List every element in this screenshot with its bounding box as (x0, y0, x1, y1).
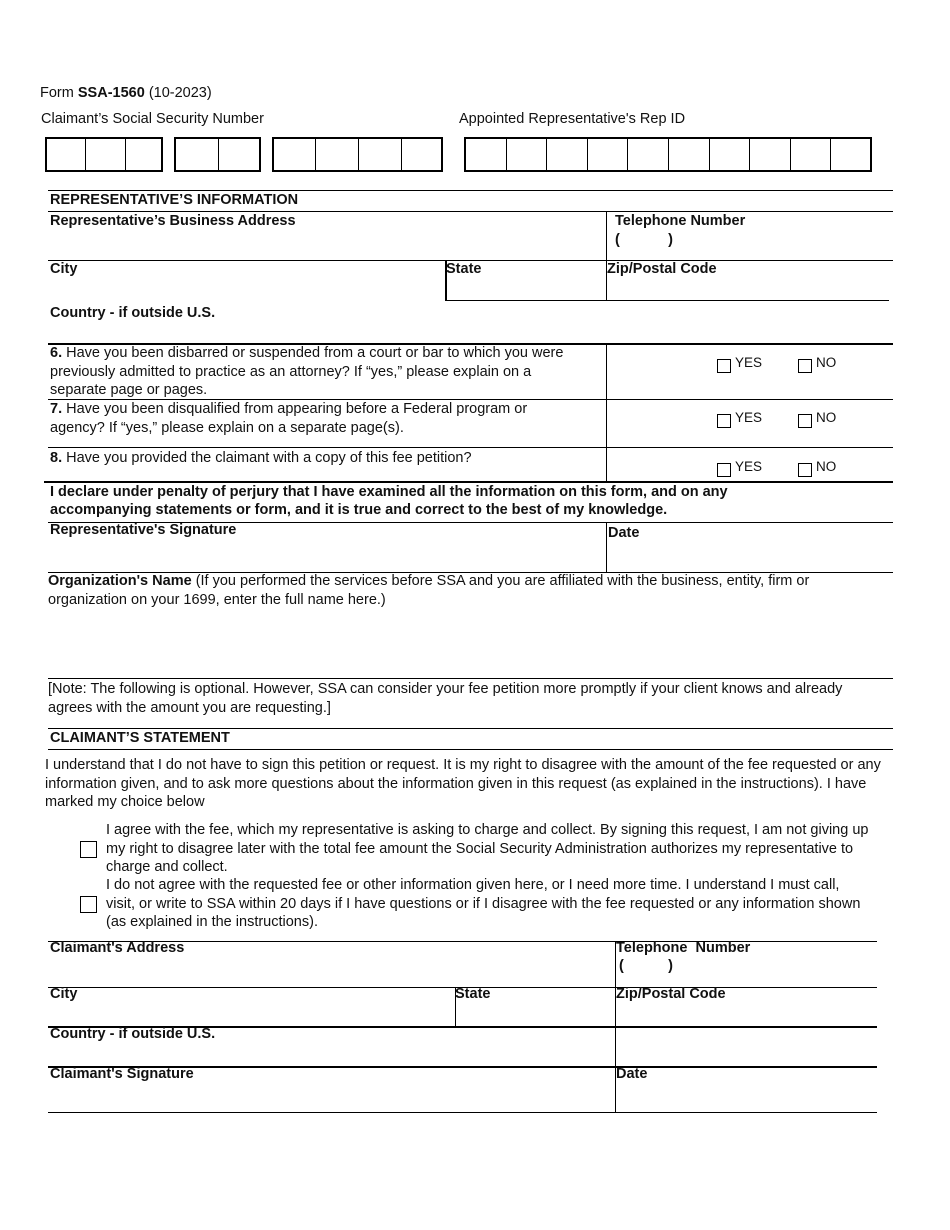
claimant-address-field[interactable] (52, 960, 612, 984)
claimant-telephone-label: Telephone Number (616, 940, 751, 956)
rep-zip-label: Zip/Postal Code (607, 261, 717, 277)
organization-block (48, 572, 883, 609)
claimant-city-field[interactable] (52, 1004, 454, 1026)
divider (445, 300, 889, 301)
claimant-state-label: State (455, 986, 491, 1002)
q7-yes-checkbox[interactable] (717, 414, 731, 428)
rep-id-char[interactable] (710, 139, 751, 170)
claimant-state-field[interactable] (460, 1004, 614, 1026)
form-revision: (10-2023) (148, 85, 212, 101)
rep-country-field[interactable] (240, 304, 884, 336)
rep-date-label: Date (608, 525, 640, 541)
rep-city-label: City (50, 261, 78, 277)
q7-no-checkbox[interactable] (798, 414, 812, 428)
divider (48, 728, 893, 729)
claimant-date-field[interactable] (620, 1086, 879, 1110)
agree-fee-text: I agree with the fee, which my representative is asking to charge and collect. By signing this request, I am not giving up my right to disagree later with the total fee amount the Social Security Administration authorizes my representative to charge and collect. (106, 822, 869, 875)
divider (48, 1112, 877, 1113)
divider (606, 522, 607, 572)
rep-city-field[interactable] (52, 279, 444, 301)
ssn-label: Claimant’s Social Security Number (41, 111, 264, 127)
ssn-digit-6[interactable] (274, 139, 316, 170)
disagree-fee-text: I do not agree with the requested fee or other information given here, or I need more time. I understand I must call, visit, or write to SSA within 20 days if I have questions or if I disagree with the fee requested or any information shown (as explained in the instructions). (106, 877, 861, 930)
claimant-signature-field[interactable] (52, 1086, 612, 1110)
rep-id-char[interactable] (507, 139, 548, 170)
question-6: 6. Have you been disbarred or suspended from a court or bar to which you were previously admitted to practice as an attorney? If “yes,” please explain on a separate page or pages. (50, 345, 564, 398)
q7-yes-label: YES (735, 410, 763, 425)
disagree-fee-checkbox[interactable] (80, 896, 97, 913)
claimant-address-label: Claimant's Address (50, 940, 185, 956)
rep-signature-field[interactable] (52, 543, 604, 569)
claimant-telephone-field[interactable] (634, 958, 878, 980)
rep-id-char[interactable] (669, 139, 710, 170)
rep-country-label: Country - if outside U.S. (50, 305, 216, 321)
rep-id-char[interactable] (750, 139, 791, 170)
q8-no-label: NO (816, 459, 837, 474)
q6-no-label: NO (816, 355, 837, 370)
claimant-telephone-parens: ( ) (619, 958, 673, 974)
rep-id-char[interactable] (831, 139, 870, 170)
perjury-declaration: I declare under penalty of perjury that I have examined all the information on this form, and on any accompanying statements or form, and it is true and correct to the best of my knowledge. (50, 484, 728, 518)
organization-label: Organization's Name (48, 573, 192, 589)
claimant-zip-label: Zip/Postal Code (616, 986, 726, 1002)
claimant-country-field[interactable] (240, 1030, 874, 1062)
claimant-country-label: Country - if outside U.S. (50, 1026, 216, 1042)
rep-id-char[interactable] (588, 139, 629, 170)
rep-id-char[interactable] (466, 139, 507, 170)
rep-telephone-parens: ( ) (615, 232, 673, 248)
q6-yes-checkbox[interactable] (717, 359, 731, 373)
ssn-digit-9[interactable] (402, 139, 441, 170)
q8-yes-checkbox[interactable] (717, 463, 731, 477)
rep-zip-field[interactable] (610, 279, 889, 301)
rep-id-label: Appointed Representative's Rep ID (459, 111, 686, 127)
claimant-date-label: Date (616, 1066, 648, 1082)
claimant-statement-title: CLAIMANT’S STATEMENT (50, 730, 230, 746)
rep-business-address-field[interactable] (52, 234, 604, 258)
rep-id-char[interactable] (791, 139, 832, 170)
ssn-digit-2[interactable] (86, 139, 126, 170)
ssn-digit-5[interactable] (219, 139, 259, 170)
divider (606, 343, 607, 481)
claimant-city-label: City (50, 986, 78, 1002)
divider (48, 678, 893, 679)
ssn-digit-3[interactable] (126, 139, 161, 170)
ssn-digit-1[interactable] (47, 139, 86, 170)
rep-telephone-field[interactable] (632, 232, 876, 254)
rep-telephone-label: Telephone Number (615, 213, 746, 229)
question-8: 8. Have you provided the claimant with a copy of this fee petition? (50, 450, 472, 466)
organization-name-field[interactable] (50, 612, 889, 676)
claimant-statement-intro: I understand that I do not have to sign this petition or request. It is my right to disagree with the amount of the fee requested or any information given, and to ask more questions about the information given in this request (as explained in the instructions). I have marked my choice below (45, 757, 881, 810)
q8-yes-label: YES (735, 459, 763, 474)
q7-no-label: NO (816, 410, 837, 425)
rep-state-label: State (446, 261, 482, 277)
rep-state-field[interactable] (450, 279, 604, 301)
divider (48, 749, 893, 750)
rep-date-field[interactable] (612, 543, 891, 569)
form-number: SSA-1560 (77, 85, 145, 101)
q6-no-checkbox[interactable] (798, 359, 812, 373)
agree-fee-checkbox[interactable] (80, 841, 97, 858)
divider (606, 211, 607, 301)
claimant-signature-label: Claimant's Signature (50, 1066, 194, 1082)
divider (48, 190, 893, 191)
question-7: 7. Have you been disqualified from appearing before a Federal program or agency? If “yes,” please explain on a separate page(s). (50, 401, 528, 436)
rep-id-char[interactable] (547, 139, 588, 170)
ssn-digit-8[interactable] (359, 139, 402, 170)
organization-instructions: (If you performed the services before SSA and you are affiliated with the business, entity, firm or organization on your 1699, enter the full name here.) (48, 573, 810, 608)
claimant-zip-field[interactable] (620, 1004, 879, 1026)
divider (48, 211, 893, 212)
ssn-group-box[interactable] (174, 137, 261, 172)
rep-id-box[interactable] (464, 137, 872, 172)
rep-id-char[interactable] (628, 139, 669, 170)
q6-yes-label: YES (735, 355, 763, 370)
divider (48, 447, 893, 448)
ssn-digit-4[interactable] (176, 139, 219, 170)
form-id (40, 85, 212, 101)
ssn-area-box[interactable] (45, 137, 163, 172)
q8-no-checkbox[interactable] (798, 463, 812, 477)
ssn-digit-7[interactable] (316, 139, 359, 170)
form-word: Form (40, 85, 74, 101)
ssn-serial-box[interactable] (272, 137, 443, 172)
rep-info-section-title: REPRESENTATIVE’S INFORMATION (50, 192, 299, 208)
rep-signature-label: Representative's Signature (50, 522, 237, 538)
optional-note: [Note: The following is optional. However, SSA can consider your fee petition more promptly if your client knows and already agrees with the amount you are requesting.] (48, 681, 843, 716)
rep-business-address-label: Representative’s Business Address (50, 213, 296, 229)
